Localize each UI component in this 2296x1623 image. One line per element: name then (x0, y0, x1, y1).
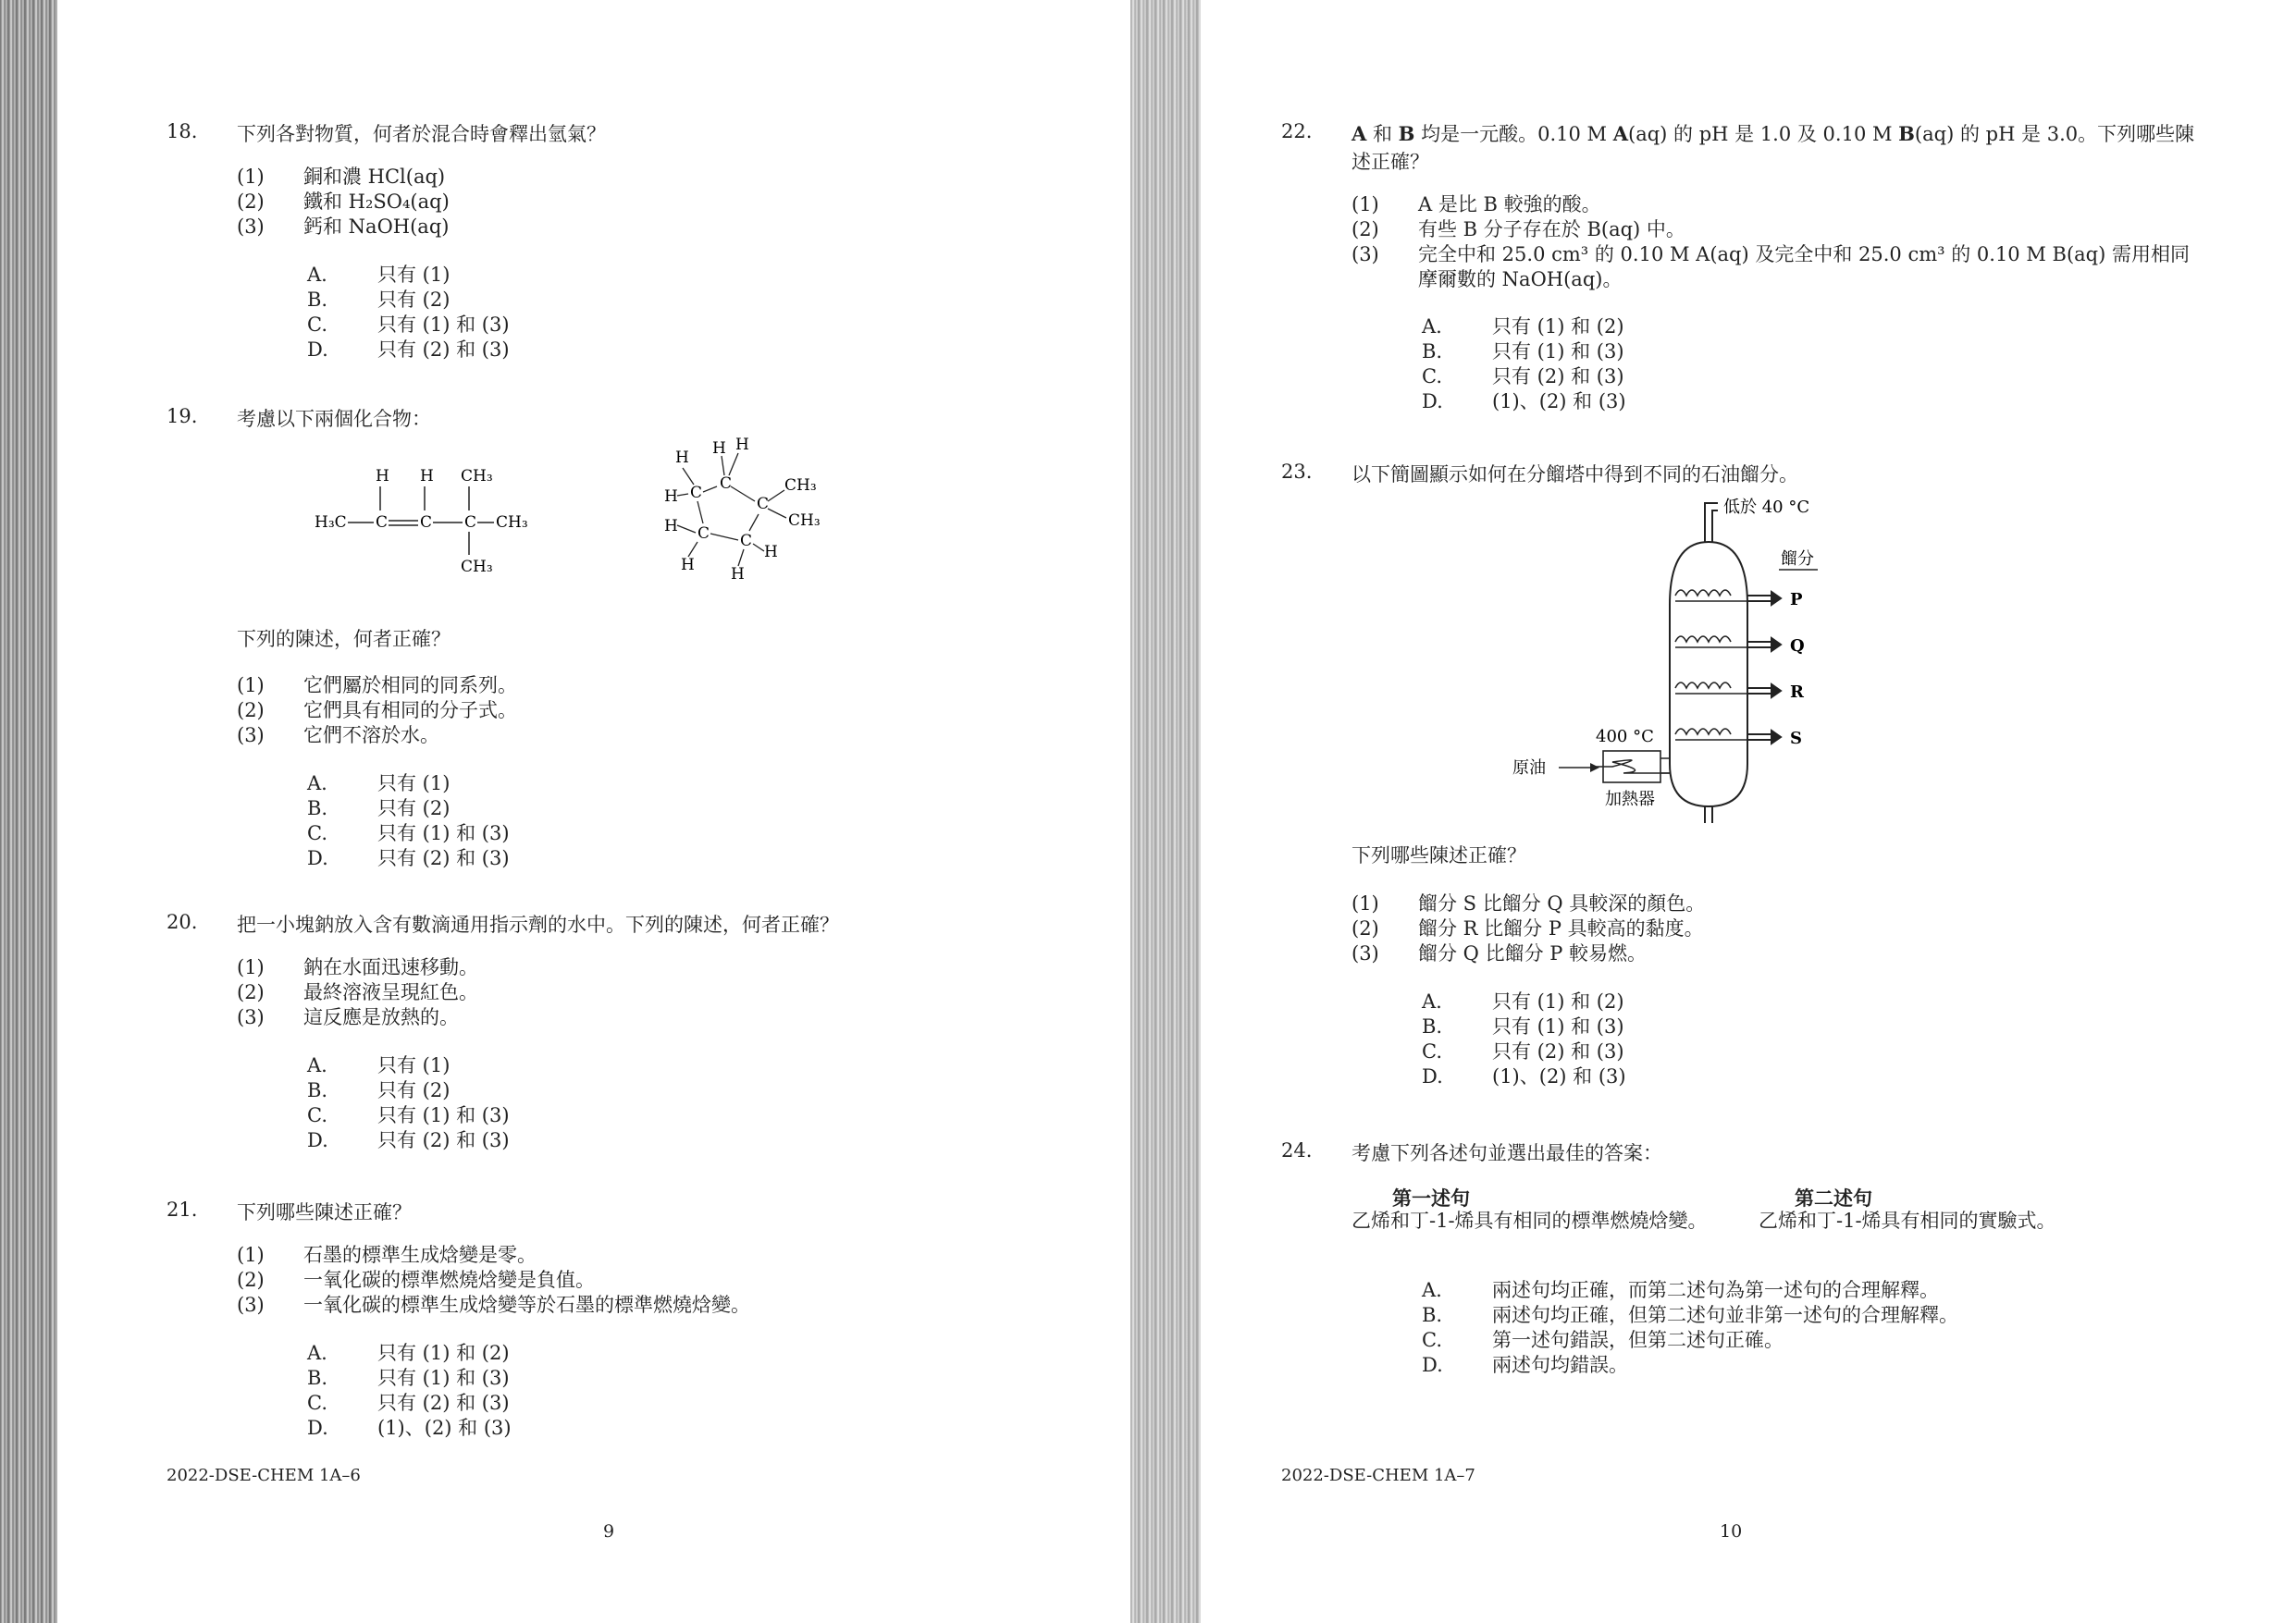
svg-text:H: H (675, 449, 689, 467)
option-item[interactable] (307, 288, 677, 313)
statement-item (237, 215, 999, 240)
option-text: 只有 (1) 和 (3) (377, 314, 510, 336)
statement-number: (3) (237, 215, 265, 238)
svg-text:H: H (764, 543, 778, 561)
question-text: 把一小塊鈉放入含有數滴通用指示劑的水中。下列的陳述，何者正確？ (237, 914, 839, 936)
option-text: 只有 (2) (377, 797, 451, 819)
option-letter: C. (307, 314, 327, 336)
statement-2-heading: 第二述句 (1795, 1187, 1872, 1210)
svg-text:H: H (664, 487, 678, 506)
option-letter: A. (307, 1054, 327, 1076)
option-item[interactable] (1422, 990, 1792, 1014)
statements (237, 955, 999, 1030)
statement-number: (1) (237, 956, 265, 978)
statement-item (237, 955, 999, 980)
statement-number: (1) (237, 166, 265, 188)
option-letter: A. (1422, 315, 1442, 338)
option-letter: B. (1422, 1304, 1443, 1326)
option-item[interactable] (1422, 314, 1792, 339)
svg-text:C: C (690, 484, 703, 502)
option-item[interactable] (1422, 1039, 1792, 1064)
statement-item (1352, 941, 2197, 966)
option-item[interactable] (1422, 1278, 2125, 1303)
statement-text: 一氧化碳的標準生成焓變等於石墨的標準燃燒焓變。 (303, 1294, 750, 1316)
statement-item (237, 165, 999, 190)
option-item[interactable] (307, 846, 677, 871)
svg-text:C: C (740, 532, 753, 550)
statement-text: 銅和濃 HCl(aq) (303, 166, 446, 188)
option-letter: C. (307, 822, 327, 844)
option-item[interactable] (307, 821, 677, 846)
svg-text:H₃C: H₃C (315, 513, 347, 532)
statement-number: (1) (1352, 892, 1379, 915)
page-footer: 2022-DSE-CHEM 1A–7 (1281, 1466, 1475, 1485)
question-subtext: 下列的陳述，何者正確？ (237, 628, 451, 650)
option-text: 只有 (2) 和 (3) (377, 1129, 510, 1151)
cycloalkane-structure (664, 436, 821, 584)
option-letter: B. (307, 289, 328, 311)
option-text: 只有 (1) 和 (2) (1492, 990, 1624, 1013)
statement-number: (2) (237, 981, 265, 1003)
options (307, 1053, 677, 1153)
svg-text:C: C (757, 495, 770, 513)
statement-text: A 是比 B 較強的酸。 (1418, 193, 1601, 215)
statement-number: (3) (237, 724, 265, 746)
crude-oil-label: 原油 (1512, 758, 1546, 778)
option-text: 只有 (1) (377, 264, 451, 286)
fractionating-column-diagram (1512, 494, 1957, 827)
option-text: 只有 (1) (377, 1054, 451, 1076)
question-text: 下列哪些陳述正確？ (237, 1201, 412, 1223)
statement-item (237, 673, 999, 698)
page-number: 10 (1720, 1521, 1743, 1542)
option-item[interactable] (1422, 1303, 2125, 1328)
options (307, 263, 677, 363)
option-letter: A. (307, 264, 327, 286)
option-item[interactable] (307, 263, 677, 288)
statement-number: (2) (237, 1269, 265, 1291)
option-item[interactable] (307, 1053, 677, 1078)
statement-text: 最終溶液呈現紅色。 (303, 981, 478, 1003)
question-subtext: 下列哪些陳述正確？ (1352, 844, 1526, 867)
svg-text:CH₃: CH₃ (788, 511, 821, 530)
statement-text: 餾分 S 比餾分 Q 具較深的顏色。 (1418, 892, 1706, 915)
svg-text:C: C (720, 474, 733, 493)
question-number: 24. (1281, 1139, 1313, 1162)
svg-text:H: H (731, 565, 745, 584)
option-text: (1)、(2) 和 (3) (1492, 1065, 1626, 1088)
option-item[interactable] (307, 1341, 677, 1366)
statement-number: (2) (1352, 917, 1379, 940)
option-letter: A. (307, 1342, 327, 1364)
question-number: 18. (167, 120, 198, 142)
svg-text:C: C (376, 513, 389, 532)
svg-text:H: H (376, 467, 389, 486)
statement-text: 完全中和 25.0 cm³ 的 0.10 M A(aq) 及完全中和 25.0 cm³ 的 0.10 M B(aq) 需用相同摩爾數的 NaOH(aq)。 (1418, 243, 2190, 290)
option-text: 只有 (2) 和 (3) (1492, 1040, 1624, 1063)
option-text: 只有 (1) (377, 772, 451, 794)
option-text: 只有 (1) 和 (2) (377, 1342, 510, 1364)
option-letter: B. (307, 797, 328, 819)
option-text: 只有 (2) (377, 289, 451, 311)
svg-text:H: H (735, 436, 749, 454)
option-letter: D. (307, 1417, 328, 1439)
fraction-label: 餾分 (1781, 549, 1814, 569)
bottom-temperature: 400 °C (1596, 727, 1654, 746)
alkene-structure (315, 467, 528, 576)
option-item[interactable] (307, 771, 677, 796)
statements (237, 1243, 999, 1318)
statement-item (1352, 916, 2197, 941)
svg-text:H: H (420, 467, 434, 486)
option-text: 兩述句均正確，而第二述句為第一述句的合理解釋。 (1492, 1279, 1939, 1301)
option-letter: D. (307, 1129, 328, 1151)
option-item[interactable] (307, 313, 677, 338)
statement-text: 有些 B 分子存在於 B(aq) 中。 (1418, 218, 1685, 240)
statement-text: 餾分 R 比餾分 P 具較高的黏度。 (1418, 917, 1704, 940)
option-text: 只有 (1) 和 (3) (377, 1367, 510, 1389)
option-letter: B. (307, 1367, 328, 1389)
page-footer: 2022-DSE-CHEM 1A–6 (167, 1466, 361, 1485)
option-item[interactable] (1422, 389, 1792, 414)
statement-number: (3) (1352, 942, 1379, 965)
statement-number: (1) (237, 1244, 265, 1266)
option-item[interactable] (1422, 339, 1792, 364)
fraction-q: Q (1790, 636, 1805, 656)
question-text: 考慮下列各述句並選出最佳的答案： (1352, 1142, 1662, 1164)
statement-item (237, 1268, 999, 1293)
option-letter: C. (1422, 1040, 1442, 1063)
option-item[interactable] (1422, 364, 1792, 389)
statement-text: 它們具有相同的分子式。 (303, 699, 517, 721)
option-text: 只有 (2) 和 (3) (377, 338, 510, 361)
structure-diagrams (315, 436, 821, 590)
statements (1352, 891, 2197, 966)
statement-number: (1) (1352, 193, 1379, 215)
options (307, 771, 677, 871)
option-text: (1)、(2) 和 (3) (1492, 390, 1626, 412)
top-temperature: 低於 40 °C (1723, 498, 1810, 517)
option-text: 只有 (2) 和 (3) (377, 1392, 510, 1414)
question-number: 21. (167, 1199, 198, 1221)
statement-item (1352, 242, 2197, 292)
statement-number: (1) (237, 674, 265, 696)
statement-item (237, 1005, 999, 1030)
right-page (1281, 0, 2197, 1623)
option-item[interactable] (307, 1416, 677, 1441)
statement-text: 餾分 Q 比餾分 P 較易燃。 (1418, 942, 1648, 965)
statement-text: 它們不溶於水。 (303, 724, 439, 746)
svg-text:CH₃: CH₃ (784, 476, 817, 495)
statements (237, 673, 999, 748)
statement-item (237, 698, 999, 723)
statements (237, 165, 999, 240)
statement-item (237, 980, 999, 1005)
question-text: A 和 B 均是一元酸。0.10 M A(aq) 的 pH 是 1.0 及 0.10 M B(aq) 的 pH 是 3.0。下列哪些陳述正確？ (1352, 122, 2195, 173)
page-number: 9 (603, 1521, 615, 1542)
fraction-p: P (1790, 590, 1803, 609)
statement-text: 這反應是放熱的。 (303, 1006, 459, 1028)
option-letter: A. (1422, 1279, 1442, 1301)
options (1422, 990, 1792, 1089)
statement-text: 鈣和 NaOH(aq) (303, 215, 450, 238)
svg-text:H: H (712, 439, 726, 458)
option-item[interactable] (307, 1078, 677, 1103)
option-letter: D. (1422, 1354, 1443, 1376)
option-text: 兩述句均錯誤。 (1492, 1354, 1628, 1376)
question-number: 23. (1281, 461, 1313, 483)
statement-text: 一氧化碳的標準燃燒焓變是負值。 (303, 1269, 595, 1291)
option-item[interactable] (307, 1391, 677, 1416)
option-text: (1)、(2) 和 (3) (377, 1417, 512, 1439)
statement-number: (2) (1352, 218, 1379, 240)
option-letter: B. (307, 1079, 328, 1101)
statements (1352, 192, 2197, 292)
question-number: 22. (1281, 120, 1313, 142)
svg-text:C: C (464, 513, 477, 532)
option-letter: D. (1422, 390, 1443, 412)
svg-text:C: C (697, 524, 710, 543)
statement-text: 石墨的標準生成焓變是零。 (303, 1244, 537, 1266)
option-text: 兩述句均正確，但第二述句並非第一述句的合理解釋。 (1492, 1304, 1958, 1326)
question-number: 19. (167, 405, 198, 427)
option-letter: C. (307, 1392, 327, 1414)
option-letter: B. (1422, 1015, 1443, 1038)
option-letter: C. (307, 1104, 327, 1126)
option-item[interactable] (307, 338, 677, 363)
statement-2: 乙烯和丁-1-烯具有相同的實驗式。 (1759, 1210, 2056, 1232)
statement-item (237, 723, 999, 748)
option-text: 只有 (2) 和 (3) (1492, 365, 1624, 387)
option-letter: C. (1422, 365, 1442, 387)
statement-number: (3) (1352, 243, 1379, 265)
option-letter: D. (307, 847, 328, 869)
statement-text: 鐵和 H₂SO₄(aq) (303, 191, 450, 213)
question-text: 下列各對物質，何者於混合時會釋出氫氣？ (237, 123, 606, 145)
option-text: 只有 (1) 和 (3) (377, 1104, 510, 1126)
statement-item (237, 1293, 999, 1318)
option-item[interactable] (1422, 1064, 1792, 1089)
option-letter: A. (307, 772, 327, 794)
question-text: 考慮以下兩個化合物： (237, 408, 431, 430)
svg-text:H: H (664, 517, 678, 535)
svg-text:C: C (420, 513, 433, 532)
option-item[interactable] (307, 1103, 677, 1128)
option-letter: D. (307, 338, 328, 361)
statement-number: (3) (237, 1006, 265, 1028)
svg-text:H: H (681, 556, 695, 574)
option-item[interactable] (307, 1366, 677, 1391)
heater-label: 加熱器 (1605, 790, 1655, 809)
option-text: 只有 (2) 和 (3) (377, 847, 510, 869)
option-text: 只有 (1) 和 (3) (1492, 1015, 1624, 1038)
option-letter: B. (1422, 340, 1443, 363)
option-item[interactable] (1422, 1353, 2125, 1378)
fraction-r: R (1790, 682, 1804, 702)
left-page (167, 0, 999, 1623)
option-item[interactable] (1422, 1014, 1792, 1039)
statement-text: 鈉在水面迅速移動。 (303, 956, 478, 978)
option-text: 只有 (1) 和 (2) (1492, 315, 1624, 338)
statement-1-heading: 第一述句 (1392, 1187, 1470, 1210)
option-text: 只有 (2) (377, 1079, 451, 1101)
statement-item (1352, 891, 2197, 916)
option-text: 第一述句錯誤，但第二述句正確。 (1492, 1329, 1784, 1351)
option-item[interactable] (1422, 1328, 2125, 1353)
options (1422, 1278, 2125, 1378)
options (1422, 314, 1792, 414)
statement-number: (2) (237, 191, 265, 213)
options (307, 1341, 677, 1441)
statement-number: (3) (237, 1294, 265, 1316)
svg-text:CH₃: CH₃ (461, 558, 493, 576)
option-letter: A. (1422, 990, 1442, 1013)
option-letter: C. (1422, 1329, 1442, 1351)
statement-item (237, 1243, 999, 1268)
fraction-s: S (1790, 729, 1802, 748)
option-item[interactable] (307, 796, 677, 821)
statement-item (1352, 192, 2197, 217)
statement-item (1352, 217, 2197, 242)
statement-item (237, 190, 999, 215)
question-number: 20. (167, 911, 198, 933)
svg-text:CH₃: CH₃ (461, 467, 493, 486)
scan-edge-middle (1130, 0, 1201, 1623)
question-text: 以下簡圖顯示如何在分餾塔中得到不同的石油餾分。 (1352, 463, 1798, 486)
option-text: 只有 (1) 和 (3) (1492, 340, 1624, 363)
statement-1: 乙烯和丁-1-烯具有相同的標準燃燒焓變。 (1352, 1210, 1708, 1232)
option-text: 只有 (1) 和 (3) (377, 822, 510, 844)
statement-text: 它們屬於相同的同系列。 (303, 674, 517, 696)
svg-text:CH₃: CH₃ (496, 513, 528, 532)
option-item[interactable] (307, 1128, 677, 1153)
statement-number: (2) (237, 699, 265, 721)
scan-edge-left (0, 0, 57, 1623)
option-letter: D. (1422, 1065, 1443, 1088)
